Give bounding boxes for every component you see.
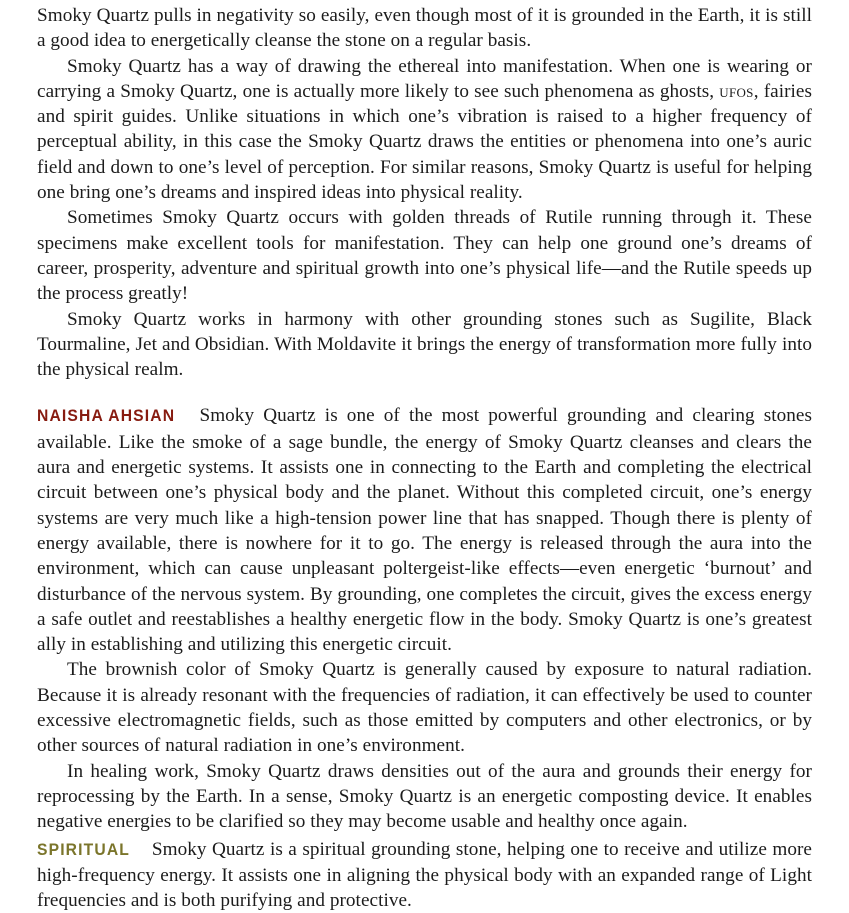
section-paragraph [37,837,812,913]
body-paragraph [37,657,812,758]
text-run: Sometimes Smoky Quartz occurs with golden threads of Rutile running through it. These specimens make excellent tools for manifestation. They can help one ground one’s dreams of career, prosperity, adventure and spiritual growth into one’s physical life—and the Rutile speeds up the process greatly! [37,207,812,304]
text-run: Smoky Quartz has a way of drawing the ethereal into manifestation. When one is wearing or carrying a Smoky Quartz, one is actually more likely to see such phenomena as ghosts, [37,56,812,102]
body-paragraph [37,759,812,835]
section-label: NAISHA AHSIAN [37,404,175,429]
page-text-content [37,3,812,913]
body-paragraph [37,54,812,206]
body-paragraph [37,205,812,306]
text-run: Smoky Quartz pulls in negativity so easily, even though most of it is grounded in the Earth, it is still a good idea to energetically cleanse the stone on a regular basis. [37,5,812,51]
text-run: , fairies and spirit guides. Unlike situations in which one’s vibration is raised to a higher frequency of perceptual ability, in this case the Smoky Quartz draws the entities or phenomena into one’s auric field and down to one’s level of perception. For similar reasons, Smoky Quartz is useful for helping one bring one’s dreams and inspired ideas into physical reality. [37,81,812,203]
smallcaps-text: ufos [719,81,753,102]
section-label: SPIRITUAL [37,838,130,863]
text-run: In healing work, Smoky Quartz draws densities out of the aura and grounds their energy for reprocessing by the Earth. In a sense, Smoky Quartz is an energetic composting device. It enables negative energies to be clarified so they may become usable and healthy once again. [37,761,812,833]
text-run: Smoky Quartz works in harmony with other grounding stones such as Sugilite, Black Tourmaline, Jet and Obsidian. With Moldavite it brings the energy of transformation more fully into the physical realm. [37,309,812,381]
body-paragraph [37,3,812,54]
text-run: Smoky Quartz is a spiritual grounding stone, helping one to receive and utilize more high-frequency energy. It assists one in aligning the physical body with an expanded range of Light frequencies and is both purifying and protective. [37,839,812,912]
text-run: The brownish color of Smoky Quartz is generally caused by exposure to natural radiation. Because it is already resonant with the frequencies of radiation, it can effectively be used to counter excessive electromagnetic fields, such as those emitted by computers and other electronics, or by other sources of natural radiation in one’s environment. [37,659,812,756]
text-run: Smoky Quartz is one of the most powerful grounding and clearing stones available. Like the smoke of a sage bundle, the energy of Smoky Quartz cleanses and clears the aura and energetic systems. It assists one in connecting to the Earth and completing the electrical circuit between one’s physical body and the planet. Without this completed circuit, one’s energy systems are very much like a high-tension power line that has snapped. Though there is plenty of energy available, there is nowhere for it to go. The energy is released through the aura into the environment, which can cause unpleasant poltergeist-like effects—even energetic ‘burnout’ and disturbance of the nervous system. By grounding, one completes the circuit, gives the excess energy a safe outlet and reestablishes a healthy energetic flow in the body. Smoky Quartz is one’s greatest ally in establishing and utilizing this energetic circuit. [37,405,812,655]
section-paragraph [37,403,812,657]
body-paragraph [37,307,812,383]
